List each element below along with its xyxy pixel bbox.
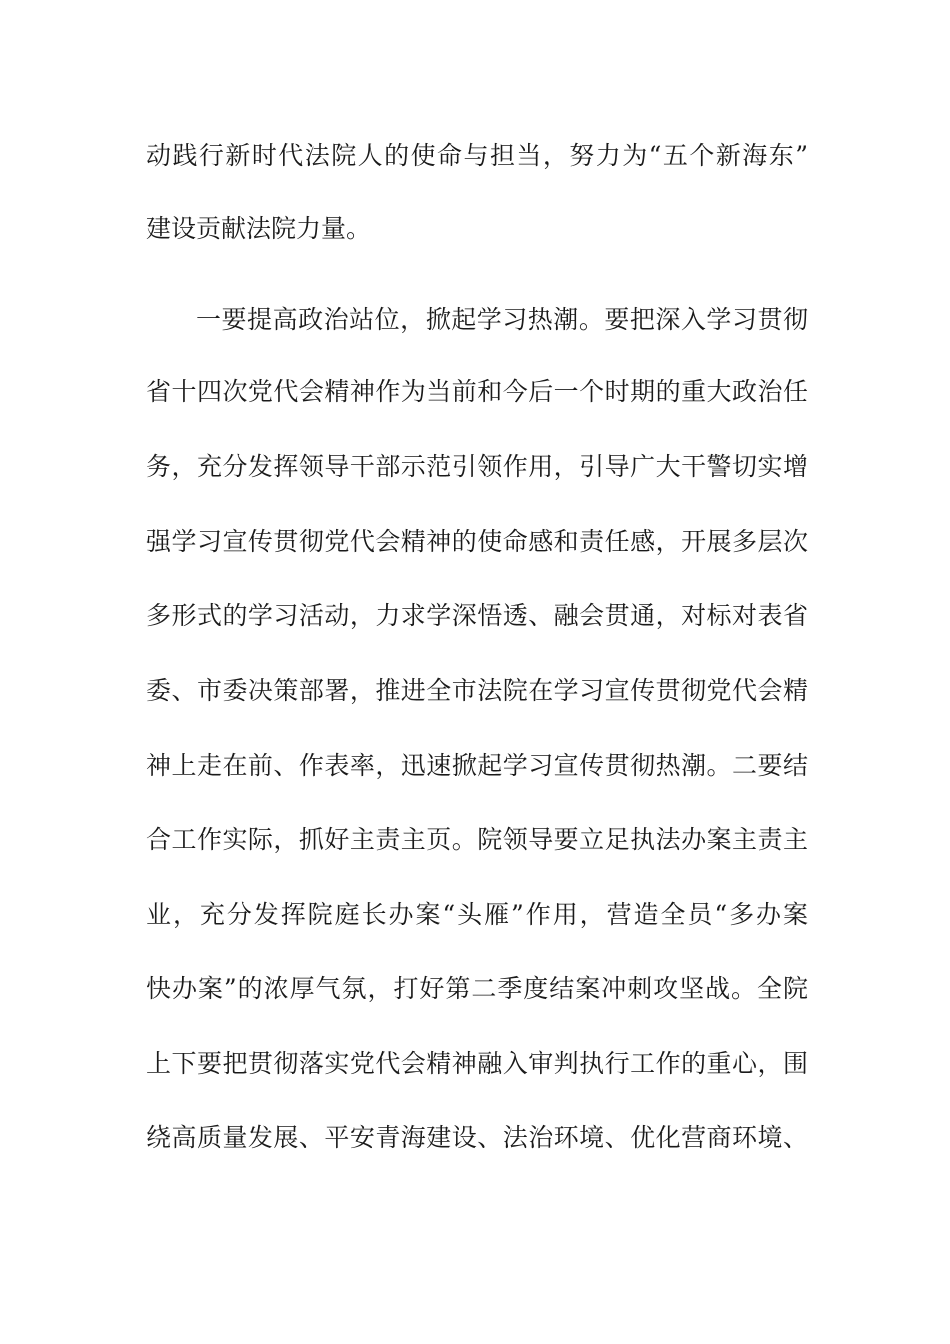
text-line: 上下要把贯彻落实党代会精神融入审判执行工作的重心，围 (146, 1049, 808, 1078)
text-line: 务，充分发挥领导干部示范引领作用，引导广大干警切实增 (146, 452, 808, 481)
paragraph-first-line: 一要提高政治站位，掀起学习热潮。要把深入学习贯彻 (196, 305, 808, 334)
text-line: 动践行新时代法院人的使命与担当，努力为“五个新海东” (146, 141, 808, 170)
text-line: 建设贡献法院力量。 (146, 214, 372, 243)
text-line: 快办案”的浓厚气氛，打好第二季度结案冲刺攻坚战。全院 (146, 974, 808, 1003)
text-line: 多形式的学习活动，力求学深悟透、融会贯通，对标对表省 (146, 601, 808, 630)
text-line: 业，充分发挥院庭长办案“头雁”作用，营造全员“多办案 (146, 900, 808, 929)
text-line: 省十四次党代会精神作为当前和今后一个时期的重大政治任 (146, 377, 808, 406)
text-line: 强学习宣传贯彻党代会精神的使命感和责任感，开展多层次 (146, 527, 808, 556)
text-line: 委、市委决策部署，推进全市法院在学习宣传贯彻党代会精 (146, 676, 808, 705)
text-line: 神上走在前、作表率，迅速掀起学习宣传贯彻热潮。二要结 (146, 751, 808, 780)
text-line: 绕高质量发展、平安青海建设、法治环境、优化营商环境、 (146, 1123, 808, 1152)
text-line: 合工作实际，抓好主责主页。院领导要立足执法办案主责主 (146, 825, 808, 854)
